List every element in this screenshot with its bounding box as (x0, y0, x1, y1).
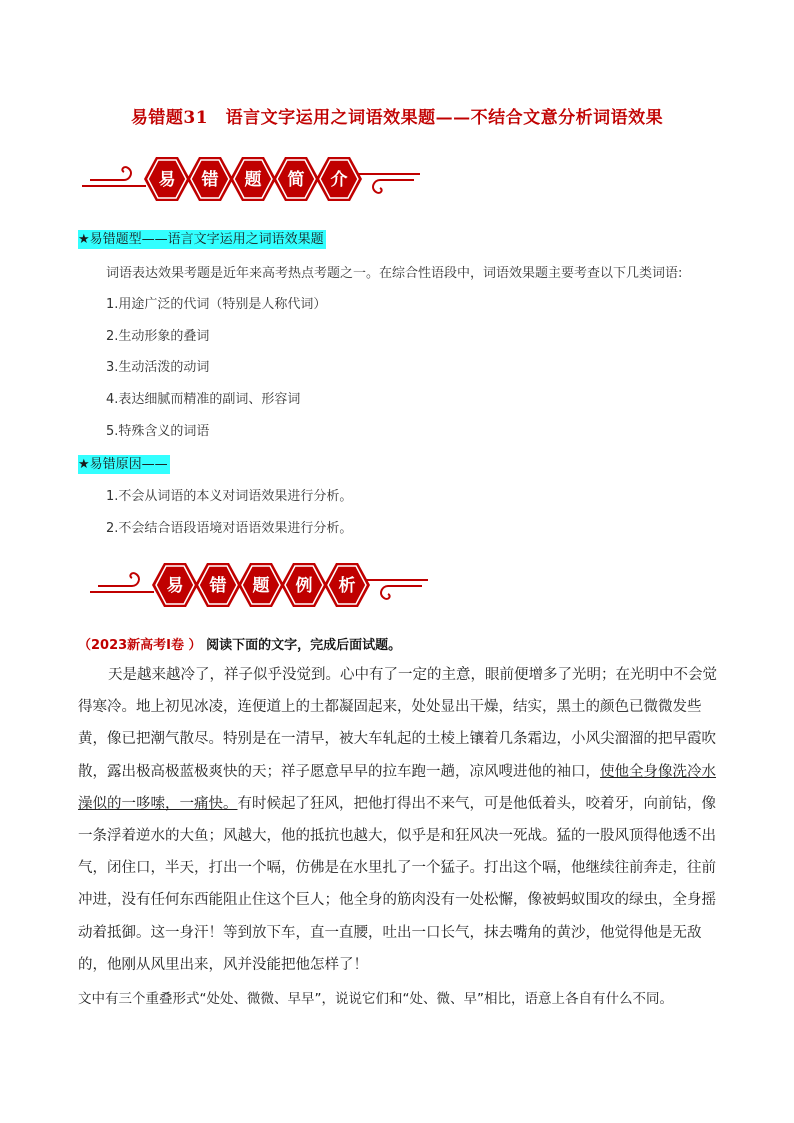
reading-passage (78, 659, 718, 981)
banner-examples-char: 错 (209, 576, 227, 596)
list-item: 2.不会结合语段语境对语语效果进行分析。 (106, 521, 353, 536)
banner-intro-char: 错 (201, 170, 219, 190)
list-item: 5.特殊含义的词语 (106, 424, 210, 439)
list-item: 4.表达细腻而精准的副词、形容词 (106, 392, 301, 407)
passage-underlined-sentence: 使他全身像洗冷水澡似的一哆嗦，一痛快。 (78, 763, 716, 812)
banner-examples-char: 析 (338, 576, 356, 596)
passage-text: 有时候起了狂风，把他打得出不来气，可是他低着头，咬着牙，向前钻，像一条浮着逆水的大鱼；风越大，他的抵抗也越大，似乎是和狂风决一死战。猛的一股风顶得他透不出气，闭住口，半天，打出一个嗝，仿佛是在水里扎了一个猛子。打出这个嗝，他继续往前奔走，往前冲进，没有任何东西能阻止住这个巨人；他全身的筋肉没有一处松懈，像被蚂蚁围攻的绿虫，全身摇动着抵御。这一身汗！等到放下车，直一直腰，吐出一口长气，抹去嘴角的黄沙，他觉得他是无敌的，他刚从风里出来，风并没能把他怎样了！ (78, 795, 716, 973)
ornament-left-icon (82, 167, 146, 186)
banner-intro-char: 介 (330, 170, 348, 190)
banner-intro (80, 150, 425, 208)
instruction-text: 阅读下面的文字，完成后面试题。 (206, 638, 402, 653)
banner-intro-char: 题 (244, 170, 262, 190)
section-intro-text: 词语表达效果考题是近年来高考热点考题之一。在综合性语段中，词语效果题主要考查以下几类词语: (106, 266, 683, 281)
ornament-right-icon (364, 580, 428, 599)
question-text: 文中有三个重叠形式“处处、微微、早早”，说说它们和“处、微、早”相比，语意上各自有什么不同。 (78, 991, 673, 1007)
exam-source-tag: （2023新高考Ⅰ卷 ） (78, 638, 202, 653)
passage-text: 天是越来越冷了，祥子似乎没觉到。心中有了一定的主意，眼前便增多了光明；在光明中不会觉得寒冷。地上初见冰凌，连便道上的土都凝固起来，处处显出干燥，结实，黑土的颜色已微微发些黄，像已把潮气散尽。特别是在一清早，被大车轧起的土棱上镶着几条霜边，小风尖溜溜的把早霞吹散，露出极高极蓝极爽快的天；祥子愿意早早的拉车跑一趟，凉风嗖进他的袖口， (78, 667, 717, 780)
list-item: 1.不会从词语的本义对词语效果进行分析。 (106, 489, 353, 504)
section-heading-type: ★易错题型——语言文字运用之词语效果题 (78, 232, 324, 247)
list-item: 3.生动活泼的动词 (106, 360, 210, 375)
ornament-right-icon (356, 174, 420, 193)
banner-examples-char: 例 (295, 576, 313, 596)
list-item: 1.用途广泛的代词（特别是人称代词） (106, 297, 327, 312)
banner-intro-char: 易 (158, 170, 176, 190)
page-title: 易错题31 语言文字运用之词语效果题——不结合文意分析词语效果 (130, 108, 664, 128)
list-item: 2.生动形象的叠词 (106, 329, 210, 344)
example-source (78, 634, 401, 653)
banner-examples-char: 题 (252, 576, 270, 596)
section-heading-reason: ★易错原因—— (78, 457, 168, 472)
ornament-left-icon (90, 573, 154, 592)
banner-intro-char: 简 (287, 170, 305, 190)
banner-examples (88, 556, 433, 614)
banner-examples-char: 易 (166, 576, 184, 596)
